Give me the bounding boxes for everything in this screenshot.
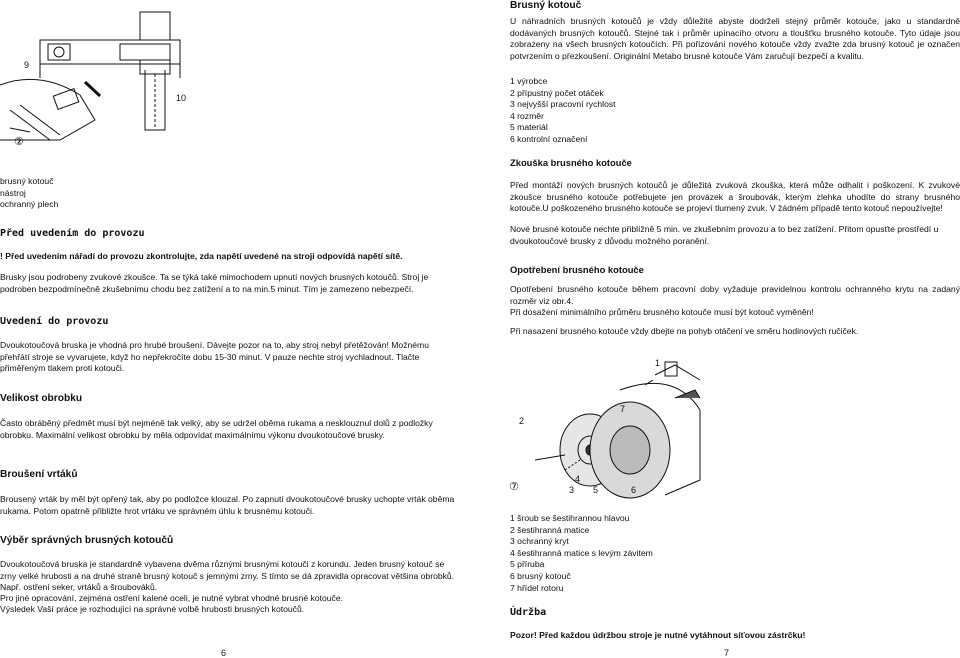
drill-grinding-text: Brousený vrták by měl být opřený tak, aby po podložce klouzal. Po zapnutí dvoukotoučové brusky uchopte vrták oběma rukama. Potom opatrně přibližte hrot vrtáku ve správném úhlu k brusnému kotouči. bbox=[0, 494, 455, 516]
list-item: 3 ochranný kryt bbox=[510, 536, 569, 547]
heading-before-startup: Před uvedením do provozu bbox=[0, 228, 145, 239]
guard-drawing-svg bbox=[0, 0, 200, 150]
list-item: 5 příruba bbox=[510, 559, 545, 570]
assembly-label-4: 4 bbox=[575, 474, 581, 484]
heading-drill-grinding: Broušení vrtáků bbox=[0, 469, 78, 480]
figure-label-10: 10 bbox=[176, 93, 187, 103]
heading-grinding-wheel: Brusný kotouč bbox=[510, 0, 582, 11]
legend-item: brusný kotouč bbox=[0, 176, 54, 186]
assembly-label-3: 3 bbox=[569, 485, 575, 495]
legend-item: ochranný plech bbox=[0, 199, 59, 210]
wheel-assembly-svg bbox=[505, 350, 705, 500]
heading-wheel-wear: Opotřebení brusného kotouče bbox=[510, 264, 644, 275]
wheel-wear-text-3: Při nasazení brusného kotouče vždy dbejte na pohyb otáčení ve směru hodinových ručiček. bbox=[510, 326, 859, 336]
figure-wheel-assembly bbox=[505, 350, 705, 500]
wheel-wear-text-2: Při dosažení minimálního průměru brusného kotouče musí být kotouč vyměněn! bbox=[510, 307, 814, 317]
parts-list bbox=[510, 513, 810, 594]
figure-guard-drawing bbox=[0, 0, 200, 150]
list-item: 2 šestihranná matice bbox=[510, 524, 590, 535]
wheel-choice-text-3: Výsledek Vaší práce je rozhodující na správné volbě hrubosti brusných kotoučů. bbox=[0, 604, 305, 614]
maintenance-warning: Pozor! Před každou údržbou stroje je nutné vytáhnout síťovou zástrčku! bbox=[510, 630, 806, 640]
assembly-label-2: 2 bbox=[519, 416, 525, 426]
grinding-wheel-intro: U náhradních brusných kotoučů je vždy důležité abyste dodrželi stejný průměr kotouče, jako u standardně dodávaných brusných kotoučů. Stejné tak i průměr upínacího otvoru a tloušťku brusného kotouče. Tyto údaje jsou zobrazeny na všech brusných kotoučích. Při pořizování nového kotouče vždy zvažte zda brusný kotouč je označen potvrzením o přezkoušení. Originální Metabo brusné kotouče Vám zaručují bezpečí a kvalitu. bbox=[510, 16, 960, 61]
list-item: 6 brusný kotouč bbox=[510, 570, 571, 581]
figure-label-9: 9 bbox=[24, 60, 30, 70]
marking-list bbox=[510, 76, 810, 146]
heading-wheel-test: Zkouška brusného kotouče bbox=[510, 157, 632, 168]
list-item: 2 přípustný počet otáček bbox=[510, 87, 604, 98]
list-item: 5 materiál bbox=[510, 122, 548, 133]
startup-text: Dvoukotoučová bruska je vhodná pro hrubé broušení. Dávejte pozor na to, aby stroj nebyl přetěžován! Možnému přehřátí stroje se vyvarujete, když ho nepřekročíte dobu 15-30 minut. V pauze nechte stroj vychladnout. Tlačte přiměřeným tlakem proti kotouči. bbox=[0, 340, 429, 374]
assembly-label-1: 1 bbox=[655, 358, 661, 368]
list-item: 3 nejvyšší pracovní rychlost bbox=[510, 99, 616, 110]
heading-startup: Uvedení do provozu bbox=[0, 316, 109, 327]
workpiece-size-text: Často obráběný předmět musí být nejméně tak velký, aby se udržel oběma rukama a nesklouznul dolů z podložky obrobku. Maximální velikost obrobku by měla odpovídat maximálnímu výkonu dvoukotoučové brusky. bbox=[0, 418, 433, 440]
wheel-choice-text-1: Dvoukotoučová bruska je standardně vybavena dvěma různými brusnými kotouči z korundu. Jeden brusný kotouč se zrny velké hrubosti a na druhé straně brusný kotouč s jemnými zrny. S tímto se dá zpravidla opracovat většina obrobků. Např. ostření seker, vrtáků a šroubováků. bbox=[0, 559, 455, 593]
heading-workpiece-size: Velikost obrobku bbox=[0, 393, 83, 404]
page-number-left: 6 bbox=[221, 648, 227, 658]
list-item: 1 výrobce bbox=[510, 76, 548, 86]
wheel-test-text-1: Před montáží nových brusných kotoučů je důležitá zvuková zkouška, která může odhalit i poškození. K zvukové zkoušce brusného kotouče potřebujete jen provázek a šroubovák, kterým zlehka uhodíte do strany brusného kotouče.U poškozeného brusného kotouče se projeví tlumený zvuk. V žádném případě tento kotouč nepoužívejte! bbox=[510, 180, 960, 214]
assembly-label-6: 6 bbox=[631, 485, 637, 495]
list-item: 1 šroub se šestihrannou hlavou bbox=[510, 513, 630, 523]
legend-item: nástroj bbox=[0, 187, 26, 198]
wheel-choice-text-2: Pro jiné opracování, zejména ostření kalené oceli, je nutné vybrat vhodné brusné kotouče. bbox=[0, 593, 344, 603]
wheel-test-text-2: Nové brusné kotouče nechte přiblížně 5 min. ve zkušebním provozu a to bez zatížení. Přitom opusťte prostředí u dvoukotoučové brusky z důvodu možného poranění. bbox=[510, 224, 939, 246]
list-item: 4 rozměr bbox=[510, 110, 544, 121]
before-startup-warning: ! Před uvedením nářadí do provozu zkontrolujte, zda napětí uvedené na stroji odpovídá napětí sítě. bbox=[0, 251, 403, 261]
list-item: 6 kontrolní označení bbox=[510, 133, 588, 144]
component-legend bbox=[0, 176, 200, 211]
figure-label-2-circled: ② bbox=[14, 136, 24, 148]
assembly-label-5: 5 bbox=[593, 485, 599, 495]
heading-maintenance: Údržba bbox=[510, 607, 547, 618]
heading-wheel-choice: Výběr správných brusných kotoučů bbox=[0, 535, 174, 546]
page-number-right: 7 bbox=[724, 648, 730, 658]
assembly-label-7-circled: ⑦ bbox=[509, 481, 519, 493]
assembly-label-7: 7 bbox=[620, 404, 626, 414]
list-item: 4 šestihranná matice s levým závitem bbox=[510, 547, 653, 558]
list-item: 7 hřídel rotoru bbox=[510, 582, 564, 593]
before-startup-text: Brusky jsou podrobeny zvukové zkoušce. Ta se týká také mimochodem upnutí nových brusných kotoučů. Stroj je podroben bezpodmínečně zkušebnímu chodu bez zatížení a to na min.5 minut. Tím je zamezeno nebezpečí. bbox=[0, 272, 429, 294]
wheel-wear-text-1: Opotřebení brusného kotouče během pracovní doby vyžaduje pravidelnou kontrolu ochranného krytu na zadaný rozměr viz obr.4. bbox=[510, 284, 960, 306]
